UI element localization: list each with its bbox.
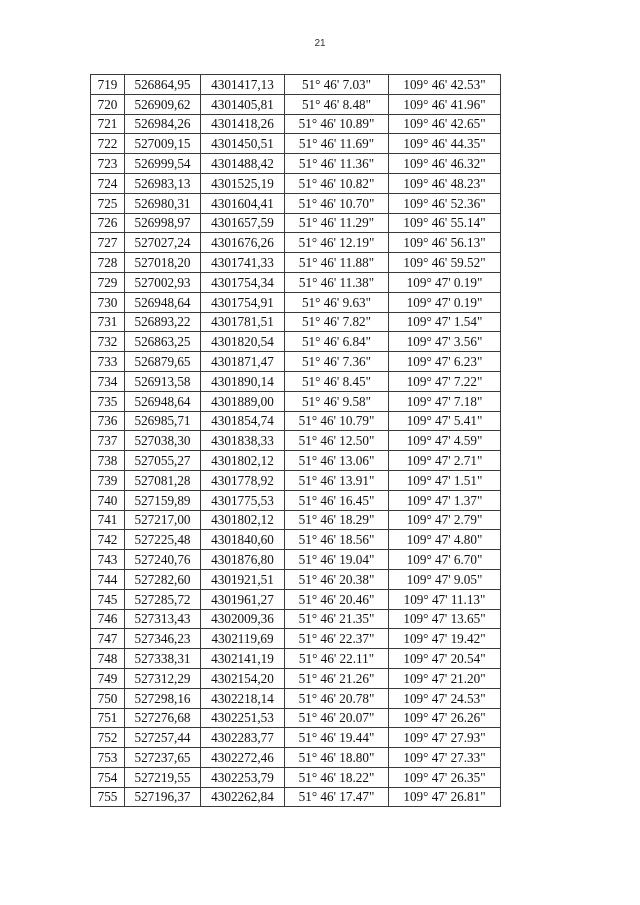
longitude-cell: 109° 47' 3.56" bbox=[389, 332, 501, 352]
y-coordinate-cell: 4301405,81 bbox=[201, 94, 285, 114]
latitude-cell: 51° 46' 10.89" bbox=[285, 114, 389, 134]
x-coordinate-cell: 527225,48 bbox=[125, 530, 201, 550]
longitude-cell: 109° 46' 42.65" bbox=[389, 114, 501, 134]
y-coordinate-cell: 4301802,12 bbox=[201, 451, 285, 471]
table-row bbox=[91, 134, 501, 154]
x-coordinate-cell: 526999,54 bbox=[125, 154, 201, 174]
table-row bbox=[91, 708, 501, 728]
point-number-cell: 745 bbox=[91, 589, 125, 609]
table-row bbox=[91, 470, 501, 490]
latitude-cell: 51° 46' 22.11" bbox=[285, 649, 389, 669]
latitude-cell: 51° 46' 8.48" bbox=[285, 94, 389, 114]
x-coordinate-cell: 527159,89 bbox=[125, 490, 201, 510]
page-number: 21 bbox=[314, 38, 326, 49]
point-number-cell: 725 bbox=[91, 193, 125, 213]
latitude-cell: 51° 46' 19.44" bbox=[285, 728, 389, 748]
longitude-cell: 109° 47' 2.79" bbox=[389, 510, 501, 530]
point-number-cell: 727 bbox=[91, 233, 125, 253]
x-coordinate-cell: 526879,65 bbox=[125, 352, 201, 372]
point-number-cell: 740 bbox=[91, 490, 125, 510]
y-coordinate-cell: 4302262,84 bbox=[201, 787, 285, 807]
point-number-cell: 750 bbox=[91, 688, 125, 708]
x-coordinate-cell: 526985,71 bbox=[125, 411, 201, 431]
longitude-cell: 109° 47' 6.23" bbox=[389, 352, 501, 372]
longitude-cell: 109° 47' 4.59" bbox=[389, 431, 501, 451]
y-coordinate-cell: 4302154,20 bbox=[201, 668, 285, 688]
y-coordinate-cell: 4301450,51 bbox=[201, 134, 285, 154]
y-coordinate-cell: 4301657,59 bbox=[201, 213, 285, 233]
point-number-cell: 741 bbox=[91, 510, 125, 530]
point-number-cell: 732 bbox=[91, 332, 125, 352]
table-row bbox=[91, 629, 501, 649]
table-row bbox=[91, 668, 501, 688]
y-coordinate-cell: 4301417,13 bbox=[201, 75, 285, 95]
point-number-cell: 721 bbox=[91, 114, 125, 134]
latitude-cell: 51° 46' 20.78" bbox=[285, 688, 389, 708]
table-row bbox=[91, 352, 501, 372]
longitude-cell: 109° 47' 1.54" bbox=[389, 312, 501, 332]
longitude-cell: 109° 46' 48.23" bbox=[389, 173, 501, 193]
latitude-cell: 51° 46' 20.07" bbox=[285, 708, 389, 728]
longitude-cell: 109° 47' 4.80" bbox=[389, 530, 501, 550]
x-coordinate-cell: 527038,30 bbox=[125, 431, 201, 451]
table-row bbox=[91, 609, 501, 629]
x-coordinate-cell: 527009,15 bbox=[125, 134, 201, 154]
x-coordinate-cell: 526913,58 bbox=[125, 371, 201, 391]
longitude-cell: 109° 47' 13.65" bbox=[389, 609, 501, 629]
table-row bbox=[91, 154, 501, 174]
longitude-cell: 109° 47' 19.42" bbox=[389, 629, 501, 649]
point-number-cell: 734 bbox=[91, 371, 125, 391]
longitude-cell: 109° 47' 1.37" bbox=[389, 490, 501, 510]
table-row bbox=[91, 569, 501, 589]
longitude-cell: 109° 47' 9.05" bbox=[389, 569, 501, 589]
point-number-cell: 735 bbox=[91, 391, 125, 411]
longitude-cell: 109° 47' 2.71" bbox=[389, 451, 501, 471]
y-coordinate-cell: 4301604,41 bbox=[201, 193, 285, 213]
x-coordinate-cell: 526980,31 bbox=[125, 193, 201, 213]
longitude-cell: 109° 46' 42.53" bbox=[389, 75, 501, 95]
x-coordinate-cell: 526984,26 bbox=[125, 114, 201, 134]
latitude-cell: 51° 46' 13.91" bbox=[285, 470, 389, 490]
table-row bbox=[91, 649, 501, 669]
point-number-cell: 722 bbox=[91, 134, 125, 154]
point-number-cell: 733 bbox=[91, 352, 125, 372]
longitude-cell: 109° 47' 7.22" bbox=[389, 371, 501, 391]
longitude-cell: 109° 47' 24.53" bbox=[389, 688, 501, 708]
latitude-cell: 51° 46' 18.56" bbox=[285, 530, 389, 550]
latitude-cell: 51° 46' 18.29" bbox=[285, 510, 389, 530]
point-number-cell: 731 bbox=[91, 312, 125, 332]
y-coordinate-cell: 4301840,60 bbox=[201, 530, 285, 550]
point-number-cell: 749 bbox=[91, 668, 125, 688]
x-coordinate-cell: 526948,64 bbox=[125, 292, 201, 312]
point-number-cell: 746 bbox=[91, 609, 125, 629]
table-row bbox=[91, 75, 501, 95]
y-coordinate-cell: 4302218,14 bbox=[201, 688, 285, 708]
table-row bbox=[91, 332, 501, 352]
y-coordinate-cell: 4301741,33 bbox=[201, 253, 285, 273]
latitude-cell: 51° 46' 22.37" bbox=[285, 629, 389, 649]
latitude-cell: 51° 46' 21.26" bbox=[285, 668, 389, 688]
point-number-cell: 755 bbox=[91, 787, 125, 807]
latitude-cell: 51° 46' 19.04" bbox=[285, 550, 389, 570]
table-row bbox=[91, 728, 501, 748]
table-row bbox=[91, 193, 501, 213]
x-coordinate-cell: 527237,65 bbox=[125, 748, 201, 768]
longitude-cell: 109° 47' 11.13" bbox=[389, 589, 501, 609]
table-row bbox=[91, 371, 501, 391]
point-number-cell: 730 bbox=[91, 292, 125, 312]
point-number-cell: 720 bbox=[91, 94, 125, 114]
latitude-cell: 51° 46' 17.47" bbox=[285, 787, 389, 807]
longitude-cell: 109° 47' 26.26" bbox=[389, 708, 501, 728]
point-number-cell: 744 bbox=[91, 569, 125, 589]
latitude-cell: 51° 46' 10.79" bbox=[285, 411, 389, 431]
point-number-cell: 737 bbox=[91, 431, 125, 451]
x-coordinate-cell: 527018,20 bbox=[125, 253, 201, 273]
latitude-cell: 51° 46' 11.38" bbox=[285, 272, 389, 292]
longitude-cell: 109° 46' 55.14" bbox=[389, 213, 501, 233]
table-row bbox=[91, 787, 501, 807]
latitude-cell: 51° 46' 18.22" bbox=[285, 767, 389, 787]
longitude-cell: 109° 47' 26.81" bbox=[389, 787, 501, 807]
x-coordinate-cell: 527312,29 bbox=[125, 668, 201, 688]
coordinates-table-body bbox=[91, 75, 501, 807]
point-number-cell: 751 bbox=[91, 708, 125, 728]
table-row bbox=[91, 292, 501, 312]
table-row bbox=[91, 589, 501, 609]
y-coordinate-cell: 4301754,34 bbox=[201, 272, 285, 292]
x-coordinate-cell: 527027,24 bbox=[125, 233, 201, 253]
latitude-cell: 51° 46' 9.58" bbox=[285, 391, 389, 411]
x-coordinate-cell: 527282,60 bbox=[125, 569, 201, 589]
longitude-cell: 109° 47' 0.19" bbox=[389, 292, 501, 312]
latitude-cell: 51° 46' 7.36" bbox=[285, 352, 389, 372]
point-number-cell: 729 bbox=[91, 272, 125, 292]
x-coordinate-cell: 527257,44 bbox=[125, 728, 201, 748]
latitude-cell: 51° 46' 8.45" bbox=[285, 371, 389, 391]
x-coordinate-cell: 527196,37 bbox=[125, 787, 201, 807]
latitude-cell: 51° 46' 11.36" bbox=[285, 154, 389, 174]
latitude-cell: 51° 46' 20.46" bbox=[285, 589, 389, 609]
point-number-cell: 753 bbox=[91, 748, 125, 768]
x-coordinate-cell: 527276,68 bbox=[125, 708, 201, 728]
point-number-cell: 726 bbox=[91, 213, 125, 233]
x-coordinate-cell: 527217,00 bbox=[125, 510, 201, 530]
y-coordinate-cell: 4301676,26 bbox=[201, 233, 285, 253]
y-coordinate-cell: 4301854,74 bbox=[201, 411, 285, 431]
x-coordinate-cell: 527285,72 bbox=[125, 589, 201, 609]
y-coordinate-cell: 4301889,00 bbox=[201, 391, 285, 411]
y-coordinate-cell: 4301961,27 bbox=[201, 589, 285, 609]
longitude-cell: 109° 47' 26.35" bbox=[389, 767, 501, 787]
table-row bbox=[91, 550, 501, 570]
point-number-cell: 743 bbox=[91, 550, 125, 570]
latitude-cell: 51° 46' 7.03" bbox=[285, 75, 389, 95]
y-coordinate-cell: 4302009,36 bbox=[201, 609, 285, 629]
table-row bbox=[91, 391, 501, 411]
longitude-cell: 109° 47' 5.41" bbox=[389, 411, 501, 431]
latitude-cell: 51° 46' 10.70" bbox=[285, 193, 389, 213]
latitude-cell: 51° 46' 12.50" bbox=[285, 431, 389, 451]
latitude-cell: 51° 46' 21.35" bbox=[285, 609, 389, 629]
x-coordinate-cell: 527002,93 bbox=[125, 272, 201, 292]
table-row bbox=[91, 451, 501, 471]
point-number-cell: 742 bbox=[91, 530, 125, 550]
y-coordinate-cell: 4301802,12 bbox=[201, 510, 285, 530]
longitude-cell: 109° 47' 20.54" bbox=[389, 649, 501, 669]
y-coordinate-cell: 4301488,42 bbox=[201, 154, 285, 174]
longitude-cell: 109° 47' 0.19" bbox=[389, 272, 501, 292]
point-number-cell: 728 bbox=[91, 253, 125, 273]
point-number-cell: 752 bbox=[91, 728, 125, 748]
table-row bbox=[91, 272, 501, 292]
y-coordinate-cell: 4301775,53 bbox=[201, 490, 285, 510]
x-coordinate-cell: 527055,27 bbox=[125, 451, 201, 471]
x-coordinate-cell: 526983,13 bbox=[125, 173, 201, 193]
longitude-cell: 109° 47' 6.70" bbox=[389, 550, 501, 570]
point-number-cell: 724 bbox=[91, 173, 125, 193]
table-row bbox=[91, 530, 501, 550]
y-coordinate-cell: 4301871,47 bbox=[201, 352, 285, 372]
point-number-cell: 739 bbox=[91, 470, 125, 490]
x-coordinate-cell: 526948,64 bbox=[125, 391, 201, 411]
latitude-cell: 51° 46' 11.88" bbox=[285, 253, 389, 273]
x-coordinate-cell: 526998,97 bbox=[125, 213, 201, 233]
x-coordinate-cell: 527298,16 bbox=[125, 688, 201, 708]
x-coordinate-cell: 526893,22 bbox=[125, 312, 201, 332]
longitude-cell: 109° 47' 21.20" bbox=[389, 668, 501, 688]
x-coordinate-cell: 526909,62 bbox=[125, 94, 201, 114]
table-row bbox=[91, 767, 501, 787]
table-row bbox=[91, 94, 501, 114]
table-row bbox=[91, 233, 501, 253]
longitude-cell: 109° 47' 1.51" bbox=[389, 470, 501, 490]
x-coordinate-cell: 527219,55 bbox=[125, 767, 201, 787]
y-coordinate-cell: 4301778,92 bbox=[201, 470, 285, 490]
latitude-cell: 51° 46' 20.38" bbox=[285, 569, 389, 589]
x-coordinate-cell: 527240,76 bbox=[125, 550, 201, 570]
latitude-cell: 51° 46' 9.63" bbox=[285, 292, 389, 312]
y-coordinate-cell: 4302272,46 bbox=[201, 748, 285, 768]
y-coordinate-cell: 4302251,53 bbox=[201, 708, 285, 728]
latitude-cell: 51° 46' 13.06" bbox=[285, 451, 389, 471]
y-coordinate-cell: 4301838,33 bbox=[201, 431, 285, 451]
y-coordinate-cell: 4301781,51 bbox=[201, 312, 285, 332]
latitude-cell: 51° 46' 11.29" bbox=[285, 213, 389, 233]
latitude-cell: 51° 46' 18.80" bbox=[285, 748, 389, 768]
longitude-cell: 109° 46' 44.35" bbox=[389, 134, 501, 154]
latitude-cell: 51° 46' 11.69" bbox=[285, 134, 389, 154]
y-coordinate-cell: 4302119,69 bbox=[201, 629, 285, 649]
y-coordinate-cell: 4301525,19 bbox=[201, 173, 285, 193]
longitude-cell: 109° 46' 59.52" bbox=[389, 253, 501, 273]
latitude-cell: 51° 46' 12.19" bbox=[285, 233, 389, 253]
longitude-cell: 109° 46' 52.36" bbox=[389, 193, 501, 213]
x-coordinate-cell: 527346,23 bbox=[125, 629, 201, 649]
table-row bbox=[91, 431, 501, 451]
y-coordinate-cell: 4301876,80 bbox=[201, 550, 285, 570]
table-row bbox=[91, 748, 501, 768]
y-coordinate-cell: 4301754,91 bbox=[201, 292, 285, 312]
table-row bbox=[91, 411, 501, 431]
table-row bbox=[91, 688, 501, 708]
point-number-cell: 723 bbox=[91, 154, 125, 174]
x-coordinate-cell: 526864,95 bbox=[125, 75, 201, 95]
latitude-cell: 51° 46' 7.82" bbox=[285, 312, 389, 332]
y-coordinate-cell: 4302141,19 bbox=[201, 649, 285, 669]
point-number-cell: 748 bbox=[91, 649, 125, 669]
y-coordinate-cell: 4301418,26 bbox=[201, 114, 285, 134]
longitude-cell: 109° 46' 56.13" bbox=[389, 233, 501, 253]
longitude-cell: 109° 47' 7.18" bbox=[389, 391, 501, 411]
y-coordinate-cell: 4302283,77 bbox=[201, 728, 285, 748]
x-coordinate-cell: 526863,25 bbox=[125, 332, 201, 352]
table-row bbox=[91, 312, 501, 332]
table-row bbox=[91, 114, 501, 134]
longitude-cell: 109° 47' 27.33" bbox=[389, 748, 501, 768]
latitude-cell: 51° 46' 10.82" bbox=[285, 173, 389, 193]
longitude-cell: 109° 46' 46.32" bbox=[389, 154, 501, 174]
longitude-cell: 109° 46' 41.96" bbox=[389, 94, 501, 114]
coordinates-table bbox=[90, 74, 501, 807]
table-row bbox=[91, 173, 501, 193]
point-number-cell: 754 bbox=[91, 767, 125, 787]
x-coordinate-cell: 527081,28 bbox=[125, 470, 201, 490]
x-coordinate-cell: 527313,43 bbox=[125, 609, 201, 629]
y-coordinate-cell: 4302253,79 bbox=[201, 767, 285, 787]
x-coordinate-cell: 527338,31 bbox=[125, 649, 201, 669]
y-coordinate-cell: 4301890,14 bbox=[201, 371, 285, 391]
point-number-cell: 747 bbox=[91, 629, 125, 649]
latitude-cell: 51° 46' 6.84" bbox=[285, 332, 389, 352]
point-number-cell: 736 bbox=[91, 411, 125, 431]
y-coordinate-cell: 4301921,51 bbox=[201, 569, 285, 589]
point-number-cell: 738 bbox=[91, 451, 125, 471]
longitude-cell: 109° 47' 27.93" bbox=[389, 728, 501, 748]
y-coordinate-cell: 4301820,54 bbox=[201, 332, 285, 352]
table-row bbox=[91, 510, 501, 530]
table-row bbox=[91, 213, 501, 233]
point-number-cell: 719 bbox=[91, 75, 125, 95]
latitude-cell: 51° 46' 16.45" bbox=[285, 490, 389, 510]
table-row bbox=[91, 253, 501, 273]
table-row bbox=[91, 490, 501, 510]
